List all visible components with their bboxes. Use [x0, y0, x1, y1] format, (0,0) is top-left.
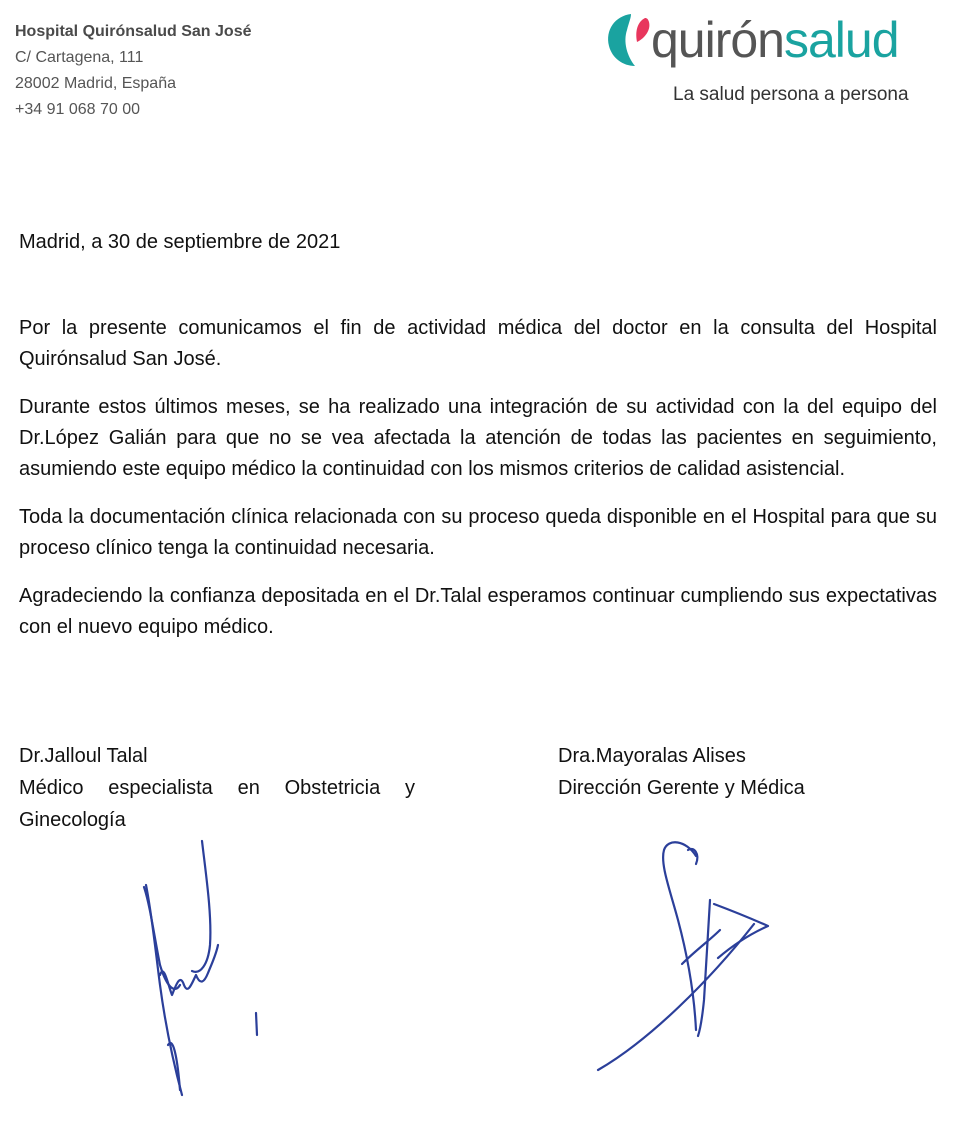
hospital-phone: +34 91 068 70 00: [15, 101, 141, 118]
signatory-right-title: Dirección Gerente y Médica: [558, 777, 805, 799]
signatory-left-name: Dr.Jalloul Talal: [19, 745, 148, 767]
paragraph-2: Durante estos últimos meses, se ha realizado una integración de su actividad con la del equipo del Dr.López Galián para que no se vea afectada la atención de todas las pacientes en seguimiento, asumiendo este equipo médico la continuidad con los mismos criterios de calidad asistencial.: [19, 396, 937, 480]
hospital-city: 28002 Madrid, España: [15, 75, 176, 92]
letter-body: [19, 313, 937, 660]
signatory-right: [558, 740, 938, 804]
signature-right: [590, 830, 790, 1080]
signatory-left: [19, 740, 415, 836]
paragraph-3: Toda la documentación clínica relacionada con su proceso queda disponible en el Hospital para que su proceso clínico tenga la continuidad necesaria.: [19, 506, 937, 559]
letter-date: Madrid, a 30 de septiembre de 2021: [19, 231, 341, 253]
quironsalud-logo: [605, 8, 945, 108]
logo-wordmark-quiron: quirón: [651, 12, 784, 68]
logo-wordmark-salud: salud: [784, 12, 899, 68]
logo-wordmark: [651, 12, 899, 68]
signature-left: [130, 835, 280, 1115]
signatory-left-title: Médico especialista en Obstetricia y Ginecología: [19, 777, 415, 831]
hospital-address: [15, 19, 252, 123]
paragraph-4: Agradeciendo la confianza depositada en el Dr.Talal esperamos continuar cumpliendo sus expectativas con el nuevo equipo médico.: [19, 585, 937, 638]
signatory-right-name: Dra.Mayoralas Alises: [558, 745, 746, 767]
hospital-street: C/ Cartagena, 111: [15, 49, 144, 66]
hospital-name: Hospital Quirónsalud San José: [15, 23, 252, 40]
leaf-logo-icon: [605, 12, 653, 70]
paragraph-1: Por la presente comunicamos el fin de actividad médica del doctor en la consulta del Hospital Quirónsalud San José.: [19, 317, 937, 370]
logo-tagline: La salud persona a persona: [673, 84, 909, 105]
